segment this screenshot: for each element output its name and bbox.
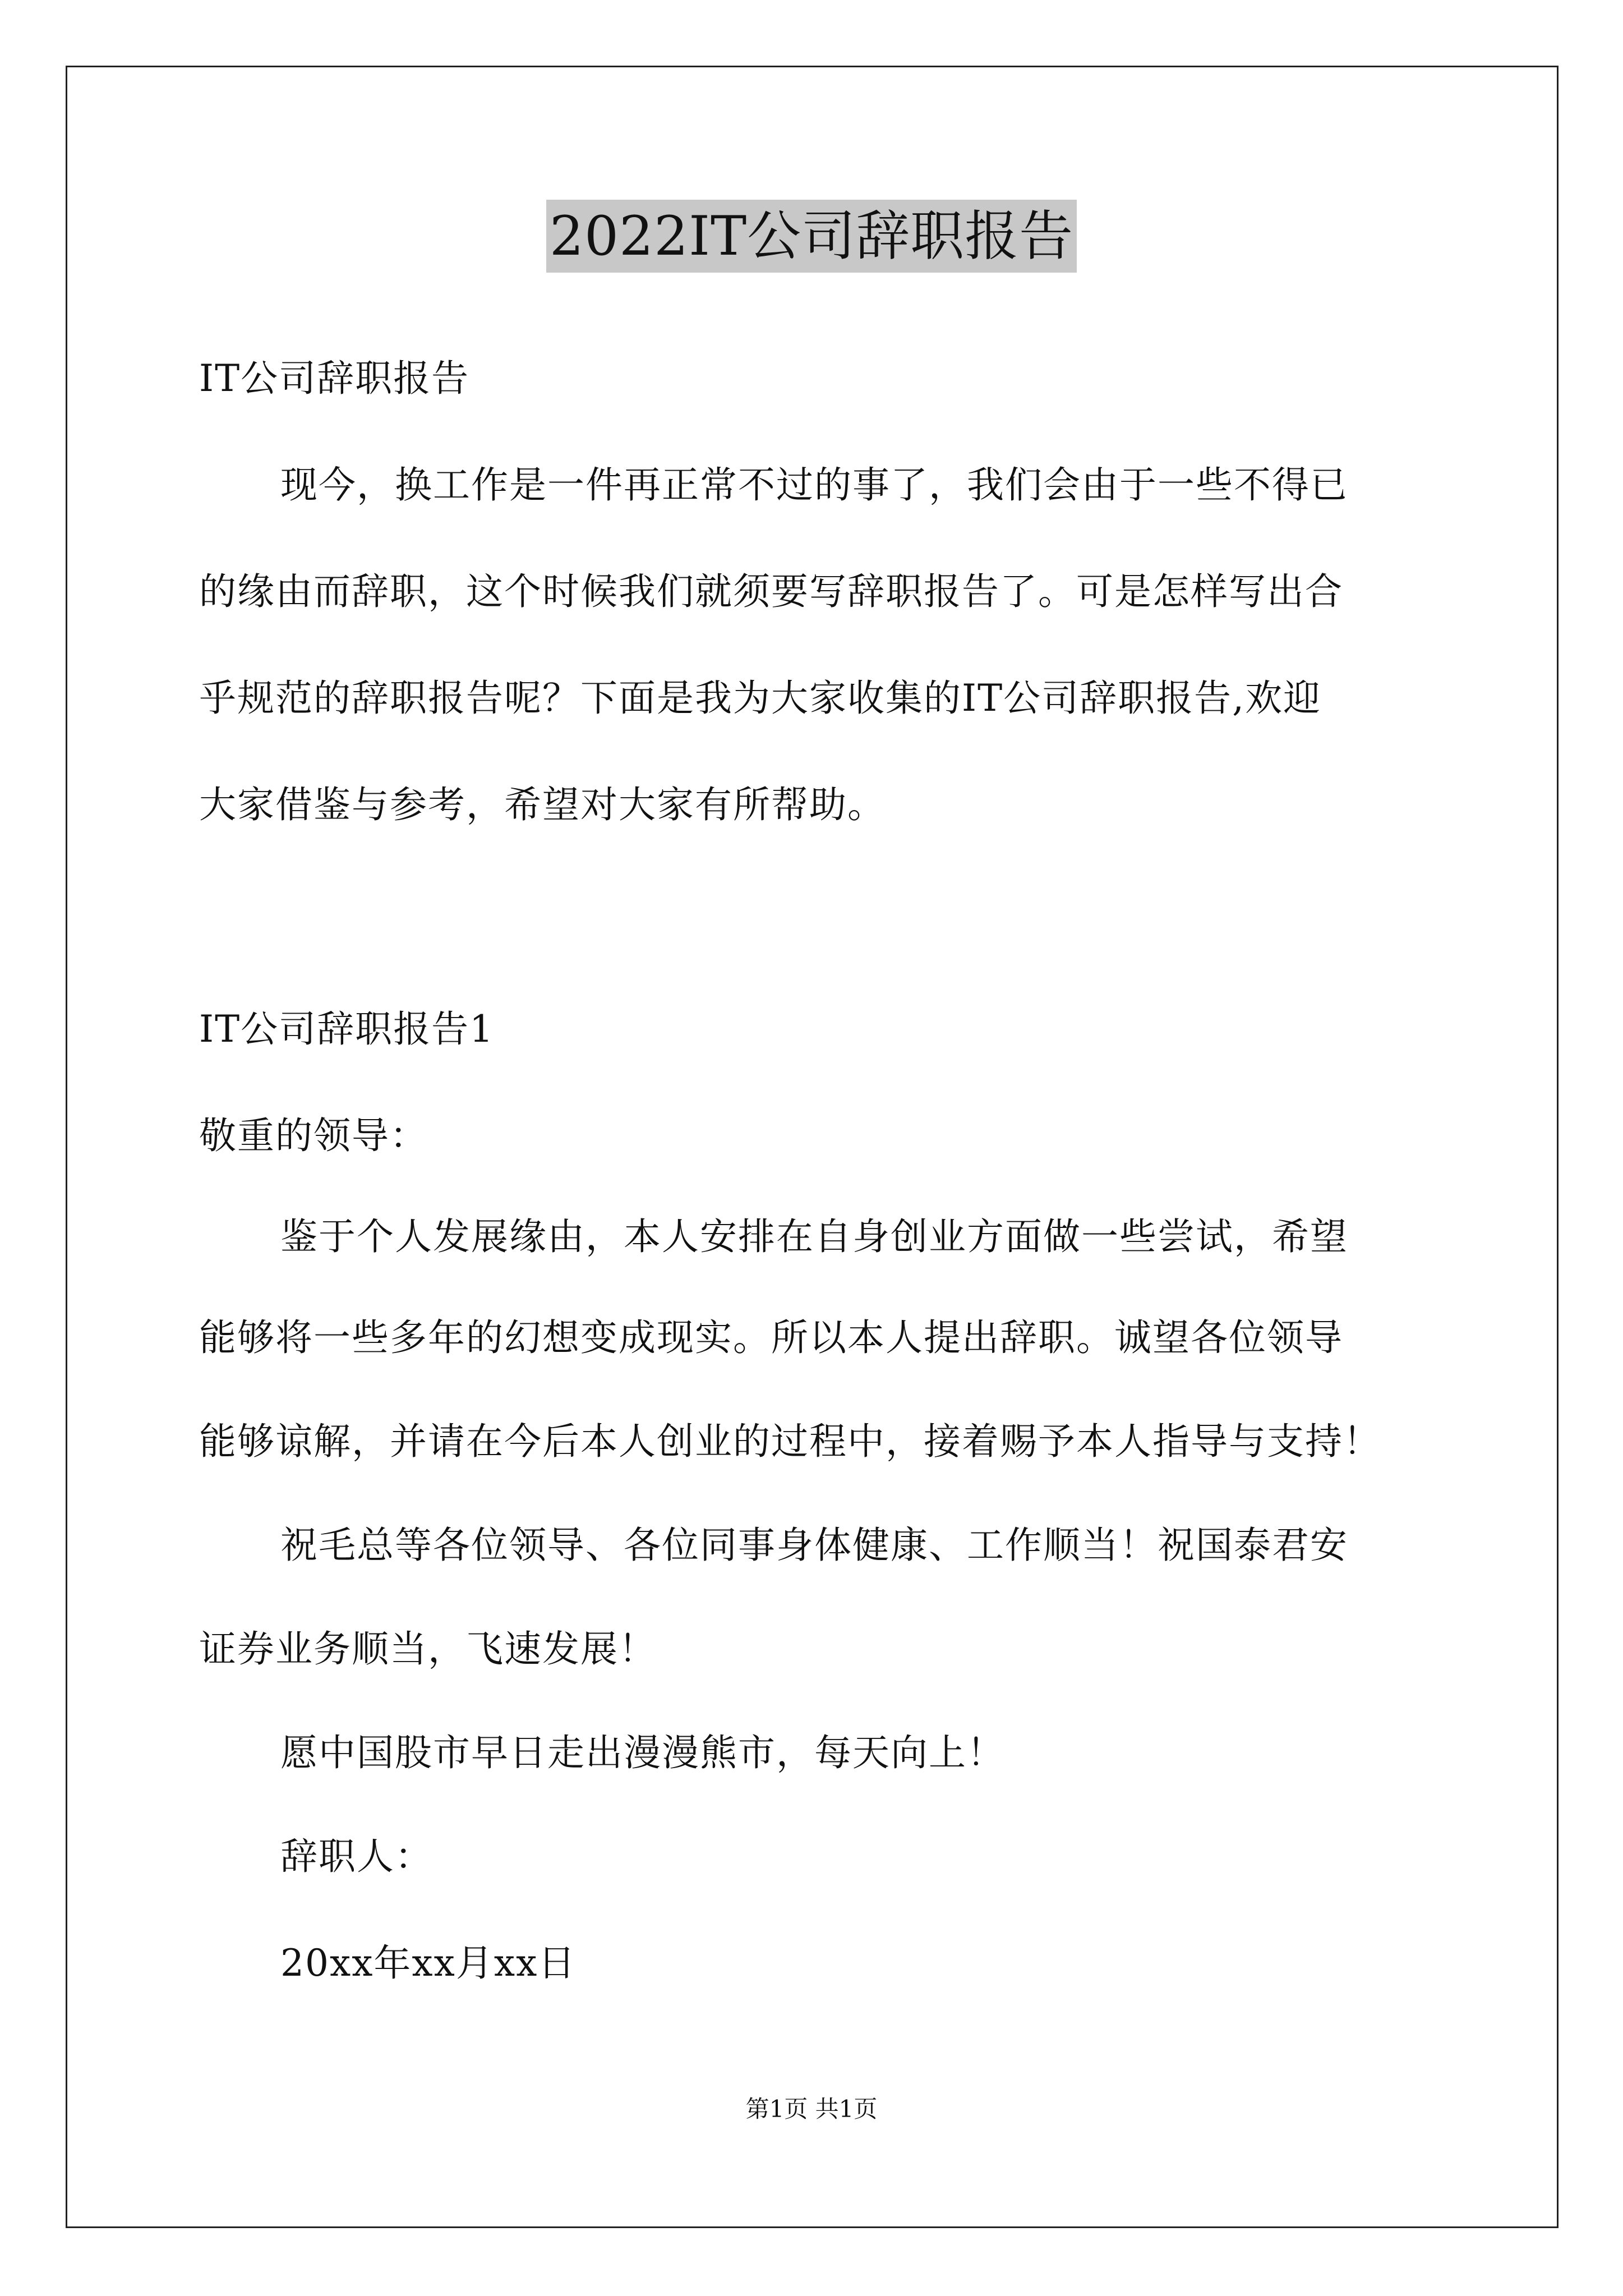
date-line: 20xx年xx月xx日 — [280, 1941, 577, 1985]
document-title: 2022IT公司辞职报告 — [546, 200, 1077, 273]
body-line: 祝毛总等各位领导、各位同事身体健康、工作顺当！祝国泰君安 — [280, 1524, 1348, 1567]
body-line: 鉴于个人发展缘由，本人安排在自身创业方面做一些尝试，希望 — [280, 1215, 1348, 1258]
document-subtitle: IT公司辞职报告 — [199, 357, 470, 400]
intro-line: 乎规范的辞职报告呢？下面是我为大家收集的IT公司辞职报告,欢迎 — [199, 677, 1322, 720]
body-line: 能够谅解，并请在今后本人创业的过程中，接着赐予本人指导与支持！ — [199, 1420, 1381, 1463]
body-line: 愿中国股市早日走出漫漫熊市，每天向上！ — [280, 1731, 1005, 1774]
section-heading: IT公司辞职报告1 — [199, 1007, 495, 1051]
signature-label: 辞职人： — [280, 1835, 433, 1878]
intro-line: 的缘由而辞职，这个时候我们就须要写辞职报告了。可是怎样写出合 — [199, 570, 1343, 613]
page-footer: 第1页 共1页 — [745, 2095, 878, 2123]
body-line: 能够将一些多年的幻想变成现实。所以本人提出辞职。诚望各位领导 — [199, 1316, 1343, 1359]
intro-line: 现今，换工作是一件再正常不过的事了，我们会由于一些不得已 — [280, 463, 1348, 507]
intro-line: 大家借鉴与参考，希望对大家有所帮助。 — [199, 783, 886, 826]
salutation: 敬重的领导： — [199, 1114, 428, 1157]
body-line: 证券业务顺当，飞速发展！ — [199, 1627, 657, 1671]
title-container — [0, 200, 1623, 273]
